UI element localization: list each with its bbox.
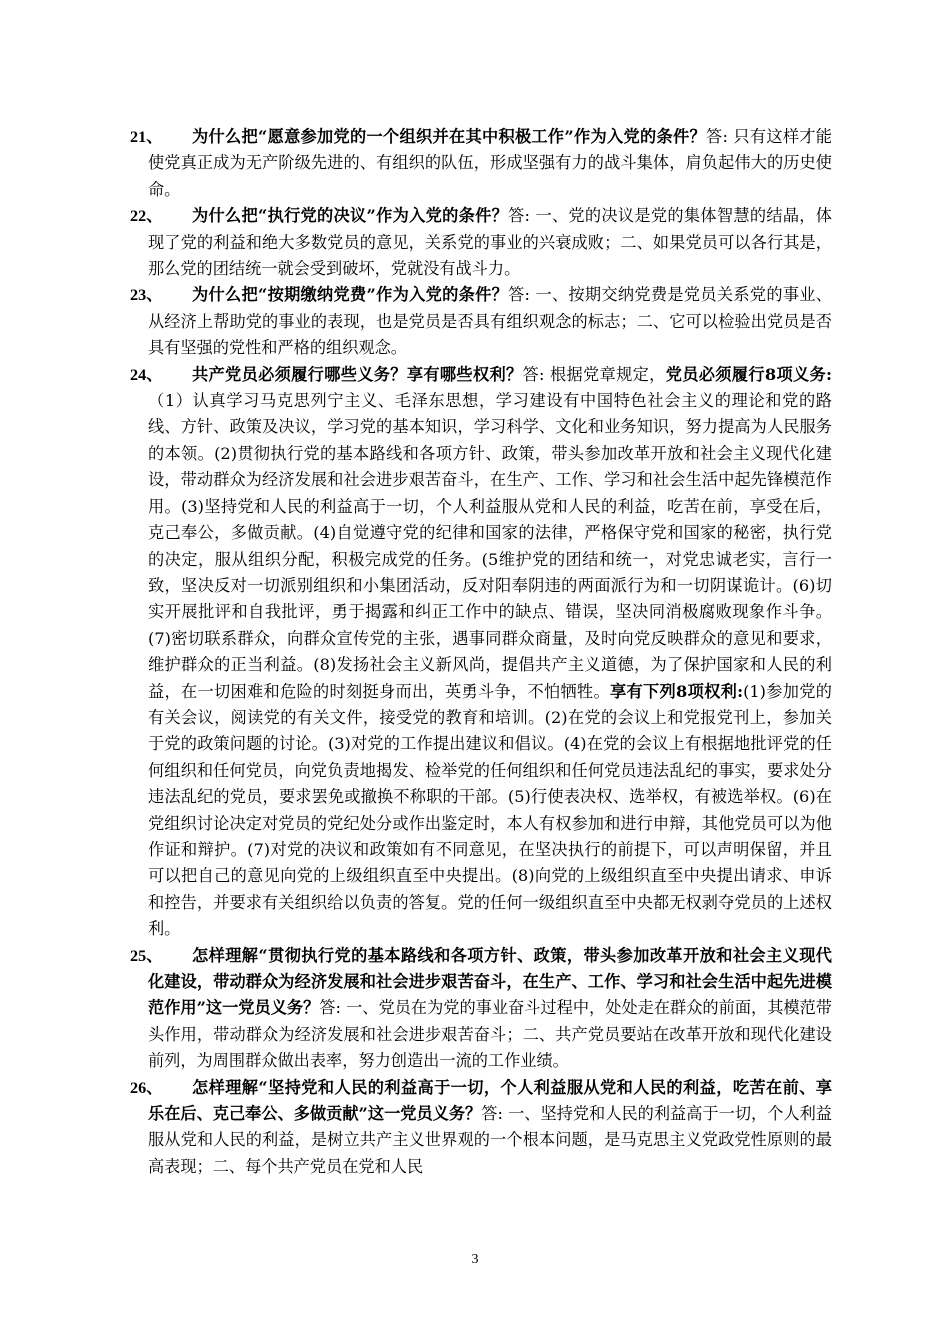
question-text: 怎样理解“坚持党和人民的利益高于一切，个人利益服从党和人民的利益，吃苦在前、享乐在后、克己奉公、多做贡献”这一党员义务？	[148, 1077, 832, 1124]
answer-text: 答: 一、党的决议是党的集体智慧的结晶，体现了党的利益和绝大多数党员的意见，关系党的事业的兴衰成败；二、如果党员可以各行其是，那么党的团结统一就会受到破坏，党就没有战斗力。	[148, 206, 832, 279]
rights-heading: 享有下列8项权利:	[610, 681, 744, 701]
question-text: 为什么把“愿意参加党的一个组织并在其中积极工作”作为入党的条件？	[192, 127, 706, 146]
question-text: 为什么把“按期缴纳党费”作为入党的条件？	[192, 285, 509, 305]
question-text: 共产党员必须履行哪些义务？享有哪些权利？	[192, 364, 523, 384]
item-number: 22、	[130, 207, 163, 226]
qa-item-22	[130, 203, 832, 282]
item-number: 23、	[130, 286, 163, 305]
qa-item-26	[130, 1075, 832, 1181]
qa-item-23	[130, 282, 832, 361]
answer-text: 答: 只有这样才能使党真正成为无产阶级先进的、有组织的队伍，形成坚强有力的战斗集体，肩负起伟大的历史使命。	[148, 127, 832, 199]
answer-text: 答: 一、党员在为党的事业奋斗过程中，处处走在群众的前面，其模范带头作用，带动群众为经济发展和社会进步艰苦奋斗；二、共产党员要站在改革开放和现代化建设前列，为周围群众做出表率，努力创造出一流的工作业绩。	[148, 998, 832, 1071]
item-number: 25、	[130, 946, 163, 965]
qa-item-21	[130, 124, 832, 203]
duties-heading: 党员必须履行8项义务:	[665, 364, 832, 384]
question-text: 为什么把“执行党的决议”作为入党的条件？	[192, 206, 509, 226]
duties-text: （1）认真学习马克思列宁主义、毛泽东思想，学习建设有中国特色社会主义的理论和党的路线、方针、政策及决议，学习党的基本知识，学习科学、文化和业务知识，努力提高为人民服务的本领。(2)贯彻执行党的基本路线和各项方针、政策，带头参加改革开放和社会主义现代化建设，带动群众为经济发展和社会进步艰苦奋斗，在生产、工作、学习和社会生活中起先锋模范作用。(3)坚持党和人民的利益高于一切，个人利益服从党和人民的利益，吃苦在前，享受在后，克己奉公，多做贡献。(4)自觉遵守党的纪律和国家的法律，严格保守党和国家的秘密，执行党的决定，服从组织分配，积极完成党的任务。(5维护党的团结和统一，对党忠诚老实，言行一致，坚决反对一切派别组织和小集团活动，反对阳奉阴违的两面派行为和一切阴谋诡计。(6)切实开展批评和自我批评，勇于揭露和纠正工作中的缺点、错误，坚决同消极腐败现象作斗争。(7)密切联系群众，向群众宣传党的主张，遇事同群众商量，及时向党反映群众的意见和要求，维护群众的正当利益。(8)发扬社会主义新风尚，提倡共产主义道德，为了保护国家和人民的利益，在一切困难和危险的时刻挺身而出，英勇斗争，不怕牺牲。	[148, 391, 832, 701]
answer-text: 答: 一、坚持党和人民的利益高于一切，个人利益服从党和人民的利益，是树立共产主义世界观的一个根本问题，是马克思主义党政党性原则的最高表现；二、每个共产党员在党和人民	[148, 1104, 832, 1176]
question-text: 怎样理解“贯彻执行党的基本路线和各项方针、政策，带头参加改革开放和社会主义现代化建设，带动群众为经济发展和社会进步艰苦奋斗，在生产、工作、学习和社会生活中起先进模范作用”这一党员义务？	[148, 945, 832, 1018]
qa-item-25	[130, 943, 832, 1075]
qa-item-24	[130, 362, 832, 943]
answer-intro: 答: 根据党章规定，	[522, 364, 666, 384]
item-number: 24、	[130, 365, 163, 384]
item-number: 26、	[130, 1078, 163, 1097]
item-number: 21、	[130, 128, 163, 146]
rights-text: (1)参加党的有关会议，阅读党的有关文件，接受党的教育和培训。(2)在党的会议上和党报党刊上，参加关于党的政策问题的讨论。(3)对党的工作提出建议和倡议。(4)在党的会议上有根据地批评党的任何组织和任何党员，向党负责地揭发、检举党的任何组织和任何党员违法乱纪的事实，要求处分违法乱纪的党员，要求罢免或撤换不称职的干部。(5)行使表决权、选举权，有被选举权。(6)在党组织讨论决定对党员的党纪处分或作出鉴定时，本人有权参加和进行申辩，其他党员可以为他作证和辩护。(7)对党的决议和政策如有不同意见，在坚决执行的前提下，可以声明保留，并且可以把自己的意见向党的上级组织直至中央提出。(8)向党的上级组织直至中央提出请求、申诉和控告，并要求有关组织给以负责的答复。党的任何一级组织直至中央都无权剥夺党员的上述权利。	[148, 681, 832, 939]
answer-text: 答: 一、按期交纳党费是党员关系党的事业、从经济上帮助党的事业的表现，也是党员是否具有组织观念的标志；二、它可以检验出党员是否具有坚强的党性和严格的组织观念。	[148, 285, 832, 358]
document-body	[130, 124, 832, 1180]
page-number: 3	[471, 1252, 479, 1267]
